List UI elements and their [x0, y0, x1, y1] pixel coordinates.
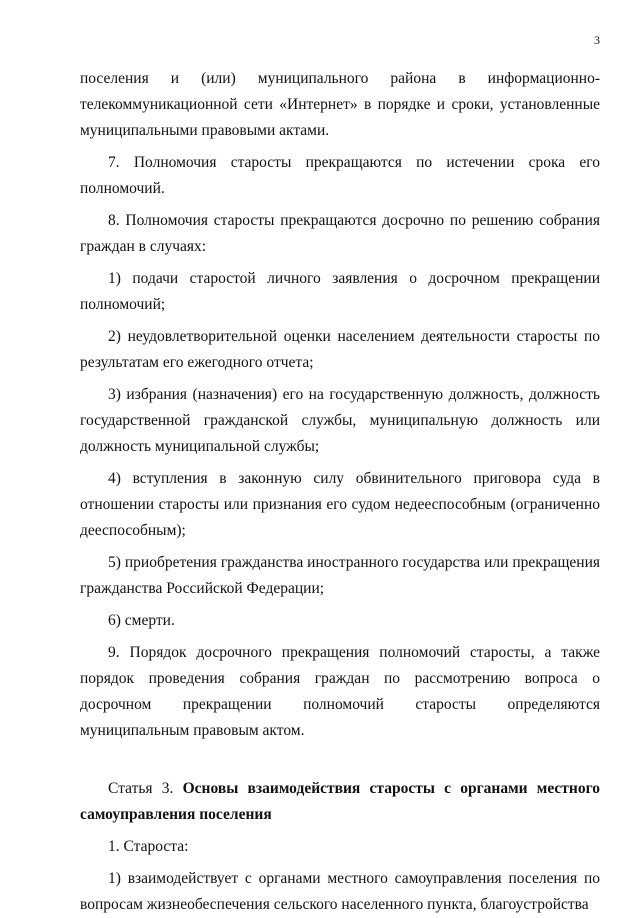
list-item-3: 3) избрания (назначения) его на государственную должность, должность государственной гражданской службы, муниципальную должность или должность муниципальной службы;	[80, 386, 600, 455]
paragraph-continuation: поселения и (или) муниципального района в информационно-телекоммуникационной сети «Интернет» в порядке и сроки, установленные муниципальными правовыми актами.	[80, 70, 600, 139]
paragraph-8: 8. Полномочия старосты прекращаются досрочно по решению собрания граждан в случаях:	[80, 212, 600, 255]
list-item-1: 1) подачи старостой личного заявления о досрочном прекращении полномочий;	[80, 270, 600, 313]
document-body	[80, 66, 600, 918]
page-number: 3	[594, 33, 600, 47]
paragraph-9: 9. Порядок досрочного прекращения полномочий старосты, а также порядок проведения собрания граждан по рассмотрению вопроса о досрочном прекращении полномочий старосты определяются муниципальным правовым актом.	[80, 644, 600, 739]
article-heading	[80, 776, 600, 828]
list-item-5: 5) приобретения гражданства иностранного государства или прекращения гражданства Российской Федерации;	[80, 554, 600, 597]
list-item-6: 6) смерти.	[108, 612, 175, 629]
article-prefix: Статья 3.	[108, 780, 174, 797]
clause-1-item-1: 1) взаимодействует с органами местного самоуправления поселения по вопросам жизнеобеспечения сельского населенного пункта, благоустройства	[80, 870, 600, 913]
paragraph-7: 7. Полномочия старосты прекращаются по истечении срока его полномочий.	[80, 154, 600, 197]
list-item-4: 4) вступления в законную силу обвинительного приговора суда в отношении старосты или признания его судом недееспособным (ограниченно дееспособным);	[80, 470, 600, 539]
article-title: Основы взаимодействия старосты с органами местного самоуправления поселения	[80, 780, 600, 823]
clause-1: 1. Староста:	[108, 838, 189, 855]
list-item-2: 2) неудовлетворительной оценки населением деятельности старосты по результатам его ежегодного отчета;	[80, 328, 600, 371]
